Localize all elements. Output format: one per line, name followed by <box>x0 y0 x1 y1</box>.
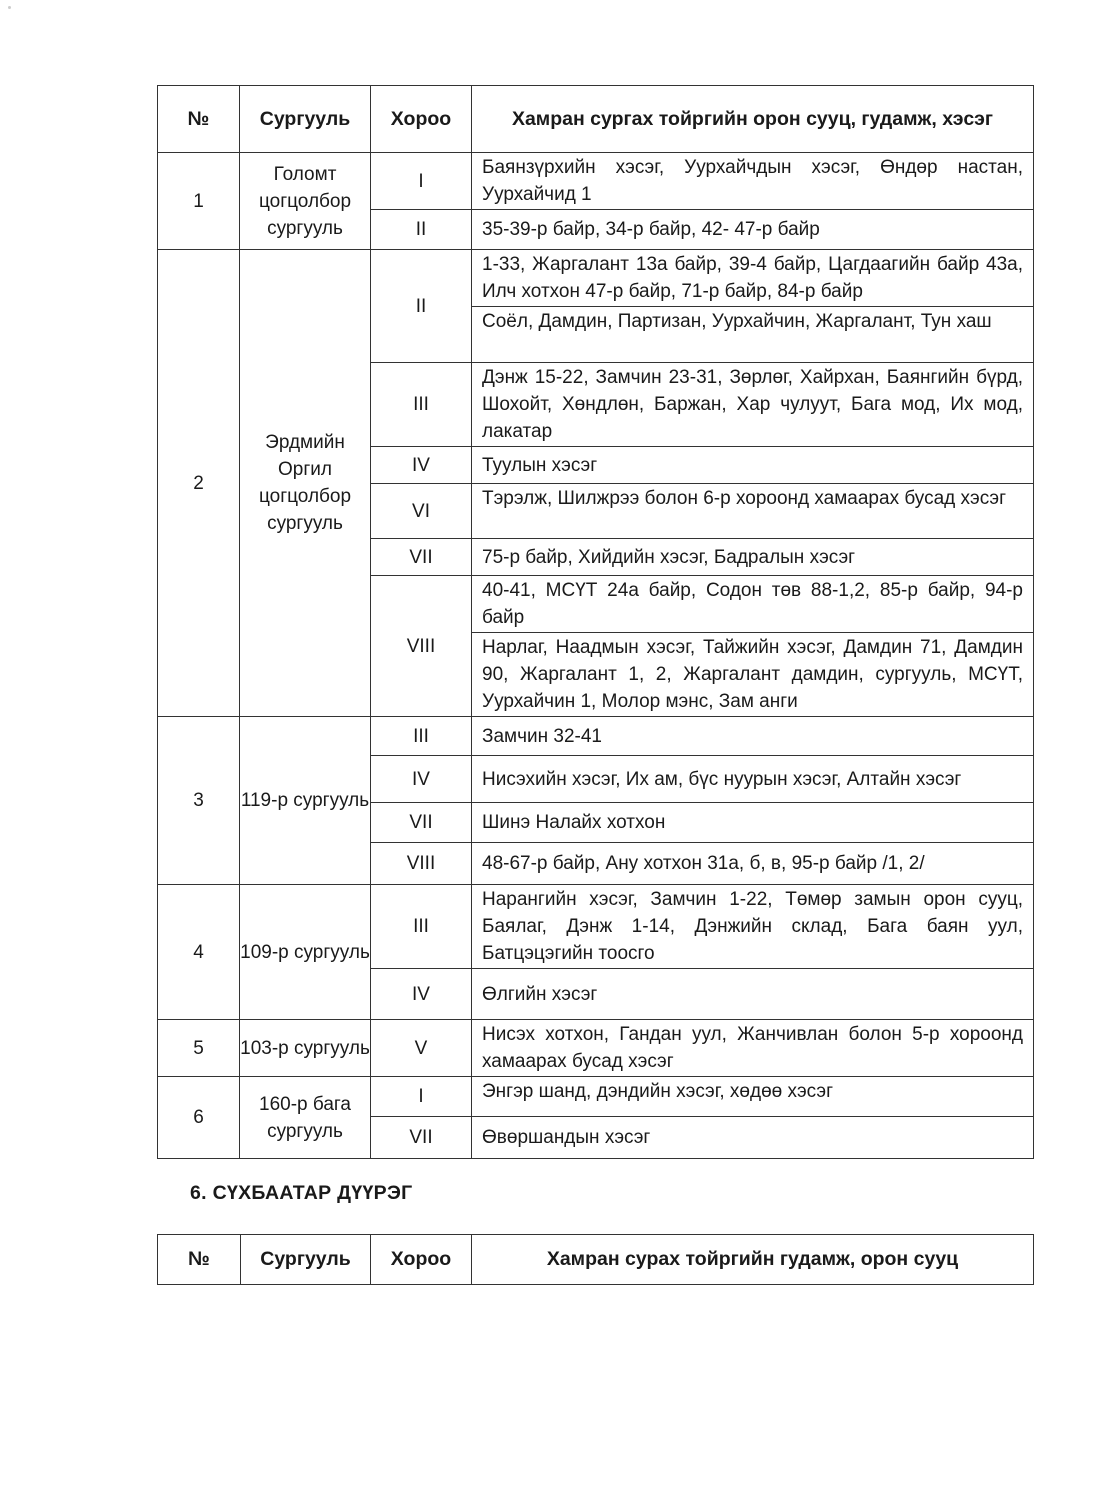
area-cell: Замчин 32-41 <box>472 717 1034 756</box>
khoroo-cell: VII <box>371 539 472 576</box>
area-cell: Өвөршандын хэсэг <box>472 1117 1034 1159</box>
area-cell: Шинэ Налайх хотхон <box>472 803 1034 843</box>
khoroo-cell: VIII <box>371 576 472 717</box>
header-number: № <box>158 86 240 153</box>
area-cell: 35-39-р байр, 34-р байр, 42- 47-р байр <box>472 210 1034 250</box>
area-cell: Нисэх хотхон, Гандан уул, Жанчивлан болон 5-р хороонд хамаарах бусад хэсэг <box>472 1020 1034 1077</box>
khoroo-cell: VII <box>371 1117 472 1159</box>
khoroo-cell: IV <box>371 447 472 484</box>
table-row <box>158 153 1034 210</box>
area-cell: 48-67-р байр, Ану хотхон 31а, б, в, 95-р байр /1, 2/ <box>472 843 1034 885</box>
school-number: 2 <box>158 250 240 717</box>
header-area: Хамран сурах тойргийн гудамж, орон сууц <box>472 1235 1034 1285</box>
school-name: Эрдмийн Оргил цогцолбор сургууль <box>240 250 371 717</box>
school-name: 160-р бага сургууль <box>240 1077 371 1159</box>
area-cell: Тэрэлж, Шилжрээ болон 6-р хороонд хамаарах бусад хэсэг <box>472 484 1034 539</box>
area-cell: Энгэр шанд, дэндийн хэсэг, хөдөө хэсэг <box>472 1077 1034 1117</box>
khoroo-cell: IV <box>371 756 472 803</box>
header-school: Сургууль <box>240 86 371 153</box>
khoroo-cell: V <box>371 1020 472 1077</box>
school-number: 5 <box>158 1020 240 1077</box>
header-khoroo: Хороо <box>371 86 472 153</box>
table-row <box>158 1077 1034 1117</box>
area-cell: Нарангийн хэсэг, Замчин 1-22, Төмөр замын орон сууц, Баялаг, Дэнж 1-14, Дэнжийн склад, Бага баян уул, Батцэцэгийн тоосго <box>472 885 1034 969</box>
khoroo-cell: I <box>371 153 472 210</box>
khoroo-cell: III <box>371 717 472 756</box>
area-cell: Нарлаг, Наадмын хэсэг, Тайжийн хэсэг, Дамдин 71, Дамдин 90, Жаргалант 1, 2, Жаргалант дамдин, сургууль, МСҮТ, Уурхайчин 1, Молор мэнс, Зам анги <box>472 633 1034 717</box>
area-cell: 40-41, МСҮТ 24а байр, Содон төв 88-1,2, 85-р байр, 94-р байр <box>472 576 1034 633</box>
table-row <box>158 885 1034 969</box>
table-row <box>158 717 1034 756</box>
school-name: Голомт цогцолбор сургууль <box>240 153 371 250</box>
school-name: 119-р сургууль <box>240 717 371 885</box>
area-cell: 75-р байр, Хийдийн хэсэг, Бадралын хэсэг <box>472 539 1034 576</box>
header-area: Хамран сургах тойргийн орон сууц, гудамж, хэсэг <box>472 86 1034 153</box>
scan-speck <box>8 6 11 9</box>
area-cell: 1-33, Жаргалант 13а байр, 39-4 байр, Цагдаагийн байр 43а, Илч хотхон 47-р байр, 71-р байр, 84-р байр <box>472 250 1034 307</box>
khoroo-cell: IV <box>371 969 472 1020</box>
area-cell: Соёл, Дамдин, Партизан, Уурхайчин, Жаргалант, Тун хаш <box>472 307 1034 363</box>
area-cell: Дэнж 15-22, Замчин 23-31, Зөрлөг, Хайрхан, Баянгийн бүрд, Шохойт, Хөндлөн, Баржан, Хар чулуут, Бага мод, Их мод, лакатар <box>472 363 1034 447</box>
area-cell: Өлгийн хэсэг <box>472 969 1034 1020</box>
sukhbaatar-district-table <box>157 1234 1034 1285</box>
area-cell: Нисэхийн хэсэг, Их ам, бүс нуурын хэсэг, Алтайн хэсэг <box>472 756 1034 803</box>
khoroo-cell: VIII <box>371 843 472 885</box>
area-cell: Туулын хэсэг <box>472 447 1034 484</box>
khoroo-cell: III <box>371 363 472 447</box>
header-khoroo: Хороо <box>371 1235 472 1285</box>
header-number: № <box>158 1235 241 1285</box>
header-school: Сургууль <box>241 1235 371 1285</box>
khoroo-cell: VII <box>371 803 472 843</box>
school-number: 3 <box>158 717 240 885</box>
khoroo-cell: II <box>371 210 472 250</box>
khoroo-cell: III <box>371 885 472 969</box>
table-header-row <box>158 86 1034 153</box>
area-cell: Баянзүрхийн хэсэг, Уурхайчдын хэсэг, Өндөр настан, Уурхайчид 1 <box>472 153 1034 210</box>
khoroo-cell: I <box>371 1077 472 1117</box>
school-district-table <box>157 85 1034 1159</box>
school-name: 109-р сургууль <box>240 885 371 1020</box>
table-row <box>158 1020 1034 1077</box>
table-header-row <box>158 1235 1034 1285</box>
school-number: 6 <box>158 1077 240 1159</box>
table-row <box>158 250 1034 307</box>
school-number: 4 <box>158 885 240 1020</box>
khoroo-cell: II <box>371 250 472 363</box>
school-number: 1 <box>158 153 240 250</box>
section-heading: 6. СҮХБААТАР ДҮҮРЭГ <box>190 1182 413 1204</box>
school-name: 103-р сургууль <box>240 1020 371 1077</box>
khoroo-cell: VI <box>371 484 472 539</box>
